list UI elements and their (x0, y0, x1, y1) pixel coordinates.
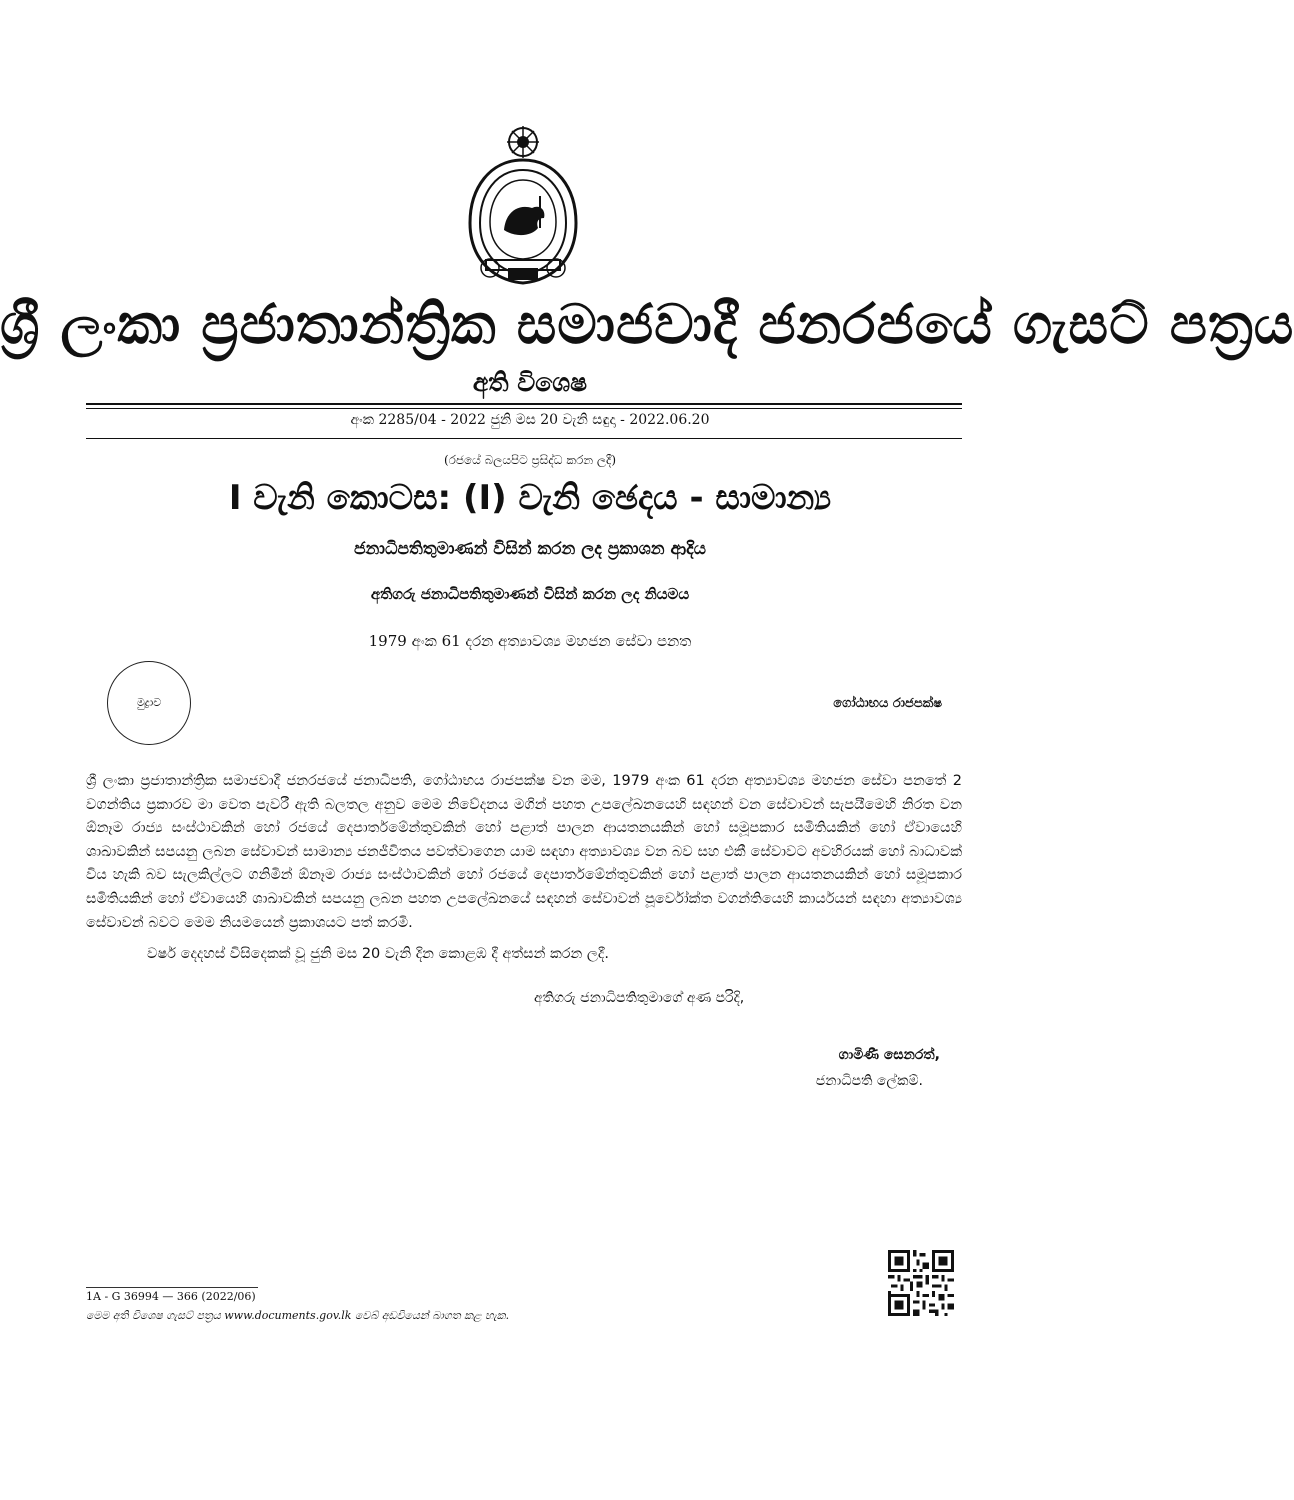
main-paragraph: ශ්‍රී ලංකා ප්‍රජාතාන්ත්‍රික සමාජවාදී ජනරජයේ ජනාධිපති, ගෝඨාභය රාජපක්ෂ වන මම, 1979 අංක 61 දරන අත්‍යාවශ්‍ය මහජන සේවා පනතේ 2 වගන්තිය ප්‍රකාරව මා වෙත පැවරී ඇති බලතල අනුව මෙම නිවේදනය මගින් පහත උපලේඛනයෙහි සඳහන් වන සේවාවන් සැපයීමෙහි නිරත වන ඕනෑම රාජ්‍ය සංස්ථාවකින් හෝ රජයේ දෙපාර්තමේන්තුවකින් හෝ පළාත් පාලන ආයතනයකින් හෝ සමූපකාර සමිතියකින් හෝ ඒවායෙහි ශාඛාවකින් සපයනු ලබන සේවාවන් සාමාන්‍ය ජනජීවිතය පවත්වාගෙන යාම සඳහා අත්‍යාවශ්‍ය වන බව සහ එකී සේවාවට අවහිරයක් හෝ බාධාවක් විය හැකි බව සැලකිල්ලට ගනිමින් ඕනෑම රාජ්‍ය සංස්ථාවකින් හෝ රජයේ දෙපාර්තමේන්තුවකින් හෝ පළාත් පාලන ආයතනයකින් හෝ සමූපකාර සමිතියකින් හෝ ඒවායෙහි ශාඛාවකින් සපයනු ලබන පහත උපලේඛනයේ සඳහන් සේවාවන් පූර්වෝක්ත වගන්තියෙහි කාර්යයන් සඳහා අත්‍යාවශ්‍ය සේවාවන් බවට මෙම නියමයෙන් ප්‍රකාශයට පත් කරමි. (86, 773, 962, 931)
header-rule (86, 408, 962, 409)
section-heading: ජනාධිපතිතුමාණන් විසින් කරන ලද ප්‍රකාශන ආදිය (354, 539, 706, 559)
seal-circle (107, 661, 191, 745)
footer-note: මෙම අති විශෙෂ ගැසට් පත්‍රය www.documents.gov.lk වෙබ් අඩවියෙන් බාගත කළ හැක. (86, 1309, 510, 1322)
regulation-heading: අතිගරු ජනාධිපතිතුමාණන් විසින් කරන ලද නියමය (370, 585, 690, 603)
command-line: අතිගරු ජනාධිපතිතුමාගේ අණ පරිදි, (534, 990, 745, 1006)
president-name: ගෝඨාභය රාජපක්ෂ (833, 696, 942, 711)
qr-code-icon (888, 1250, 954, 1316)
date-line: වර්ෂ දෙදහස් විසිදෙකක් වූ ජුනි මස 20 වැනි දින කොළඹ දී අත්සන් කරන ලදී. (147, 946, 609, 962)
publication-note: (රජයේ බලයපිට ප්‍රසිද්ධ කරන ලදී) (443, 453, 617, 467)
act-reference: 1979 අංක 61 දරන අත්‍යාවශ්‍ය මහජන සේවා පනත (368, 632, 692, 650)
footer-rule (86, 1287, 258, 1288)
gazette-title: ශ්‍රී ලංකා ප්‍රජාතාන්ත්‍රික සමාජවාදී ජනරජයේ ගැසට් පත්‍රය (0, 292, 1294, 356)
seal-label: මුද්‍රාව (136, 696, 162, 709)
gazette-subtitle: අති විශෙෂ (472, 368, 588, 397)
header-rule (86, 403, 962, 405)
national-emblem (460, 118, 586, 293)
signatory-title: ජනාධිපති ලේකම්. (815, 1073, 923, 1089)
issue-line: අංක 2285/04 - 2022 ජුනි මස 20 වැනි සඳුදා - 2022.06.20 (350, 412, 710, 428)
signatory-name: ගාමිණී සෙනරත්, (838, 1047, 940, 1063)
footer-code: 1A - G 36994 — 366 (2022/06) (86, 1290, 256, 1303)
part-heading: I වැනි කොටස: (I) වැනි ඡෙදය - සාමාන්‍ය (228, 478, 832, 518)
header-rule (86, 438, 962, 439)
